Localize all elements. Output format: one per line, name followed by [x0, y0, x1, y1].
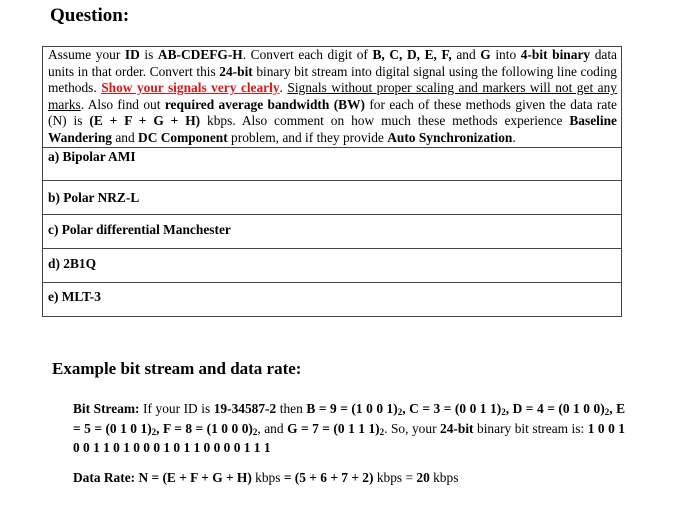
- red-emphasis: Show your signals very clearly: [101, 80, 280, 96]
- underlined-warning: Signals without proper scaling and markers will not get any marks: [48, 80, 617, 112]
- part-b: b) Polar NRZ-L: [43, 181, 621, 215]
- part-d: d) 2B1Q: [43, 249, 621, 283]
- question-heading: Question:: [50, 5, 130, 26]
- question-text: Assume your ID is AB-CDEFG-H. Convert each digit of B, C, D, E, F, and G into 4-bit binary data units in that order. Convert this 24-bit binary bit stream into digital signal using the following line coding methods. Show your signals very clearly. Signals without proper scaling and markers will not get any marks. Also find out required average bandwidth (BW) for each of these methods given the data rate (N) is (E + F + G + H) kbps. Also comment on how much these methods experience Baseline Wandering and DC Component problem, and if they provide Auto Synchronization.: [43, 47, 621, 148]
- example-heading: Example bit stream and data rate:: [52, 359, 302, 378]
- part-e: e) MLT-3: [48, 288, 101, 304]
- part-a: a) Bipolar AMI: [43, 148, 621, 181]
- part-c: c) Polar differential Manchester: [43, 215, 621, 249]
- question-table: [42, 46, 622, 317]
- bit-stream-paragraph: Bit Stream: If your ID is 19-34587-2 then B = 9 = (1 0 0 $1)_2$, C = 3 = (0 0 1 $1)_2$, D = 4 = (0 1 0 $0)_2$, E = 5 = (0 1 0 $1)_2$, F = 8 = (1 0 0 $0)_2$, and G = 7 = (0 1 1 $1)_2$. So, your 24-bit binary bit stream is: 1 0 0 1 0 0 1 1 0 1 0 0 0 1 0 1 1 0 0 0 0 1 1 1: [73, 401, 626, 456]
- data-rate-line: Data Rate: N = (E + F + G + H) kbps = (5 + 6 + 7 + 2) kbps = 20 kbps: [73, 470, 459, 485]
- bit-stream-value: 1 0 0 1 0 0 1 1 0 1 0 0 0 1 0 1 1 0 0 0 0 1 1 1: [73, 420, 625, 456]
